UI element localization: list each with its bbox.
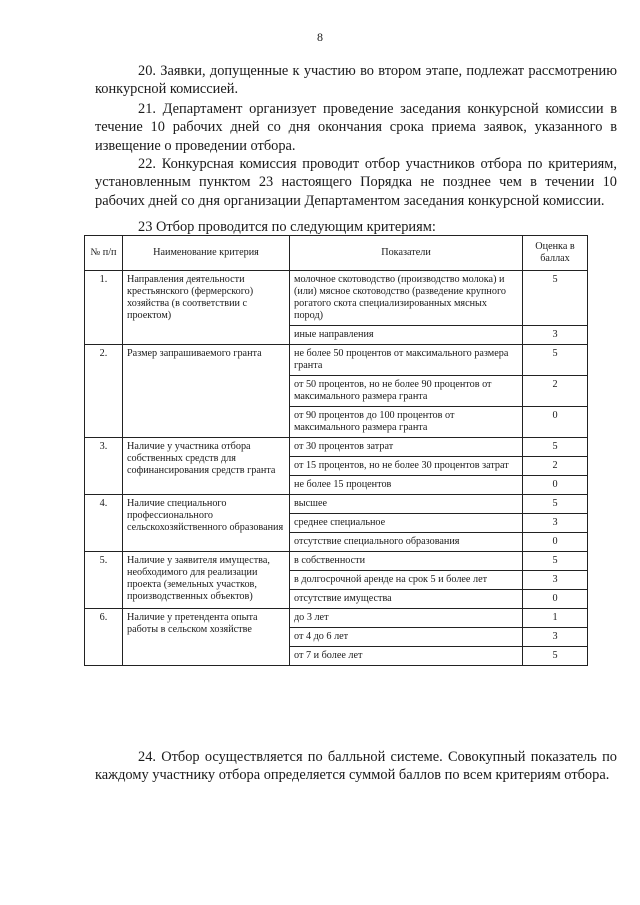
score-cell: 2 bbox=[523, 457, 588, 476]
header-criterion-name: Наименование критерия bbox=[123, 236, 290, 271]
paragraph-20: 20. Заявки, допущенные к участию во втором этапе, подлежат рассмотрению конкурсной комиссией. bbox=[95, 63, 617, 98]
indicator-cell: высшее bbox=[290, 495, 523, 514]
header-num: № п/п bbox=[85, 236, 123, 271]
score-cell: 0 bbox=[523, 590, 588, 609]
indicator-cell: не более 50 процентов от максимального размера гранта bbox=[290, 345, 523, 376]
indicator-cell: среднее специальное bbox=[290, 514, 523, 533]
criterion-name: Направления деятельности крестьянского (фермерского) хозяйства (в соответствии с проектом) bbox=[123, 271, 290, 345]
criterion-name: Размер запрашиваемого гранта bbox=[123, 345, 290, 438]
score-cell: 0 bbox=[523, 533, 588, 552]
indicator-cell: в собственности bbox=[290, 552, 523, 571]
score-cell: 0 bbox=[523, 407, 588, 438]
score-cell: 3 bbox=[523, 628, 588, 647]
indicator-cell: до 3 лет bbox=[290, 609, 523, 628]
indicator-cell: молочное скотоводство (производство молока) и (или) мясное скотоводство (разведение крупного рогатого скота специализированных мясных пород) bbox=[290, 271, 523, 326]
score-cell: 0 bbox=[523, 476, 588, 495]
indicator-cell: отсутствие имущества bbox=[290, 590, 523, 609]
criterion-number: 6. bbox=[85, 609, 123, 666]
table-row bbox=[85, 609, 588, 628]
table-row bbox=[85, 345, 588, 376]
score-cell: 3 bbox=[523, 514, 588, 533]
score-cell: 5 bbox=[523, 495, 588, 514]
indicator-cell: от 7 и более лет bbox=[290, 647, 523, 666]
score-cell: 3 bbox=[523, 326, 588, 345]
score-cell: 2 bbox=[523, 376, 588, 407]
indicator-cell: от 90 процентов до 100 процентов от максимального размера гранта bbox=[290, 407, 523, 438]
indicator-cell: от 30 процентов затрат bbox=[290, 438, 523, 457]
indicator-cell: иные направления bbox=[290, 326, 523, 345]
table-row bbox=[85, 552, 588, 571]
table-row bbox=[85, 271, 588, 326]
criterion-name: Наличие у претендента опыта работы в сельском хозяйстве bbox=[123, 609, 290, 666]
criterion-number: 1. bbox=[85, 271, 123, 345]
score-cell: 5 bbox=[523, 552, 588, 571]
table-header-row bbox=[85, 236, 588, 271]
indicator-cell: не более 15 процентов bbox=[290, 476, 523, 495]
criterion-name: Наличие у участника отбора собственных средств для софинансирования средств гранта bbox=[123, 438, 290, 495]
indicator-cell: в долгосрочной аренде на срок 5 и более лет bbox=[290, 571, 523, 590]
indicator-cell: отсутствие специального образования bbox=[290, 533, 523, 552]
paragraph-21: 21. Департамент организует проведение заседания конкурсной комиссии в течение 10 рабочих дней со дня окончания срока приема заявок, указанного в извещение о проведении отбора. bbox=[95, 101, 617, 154]
score-cell: 5 bbox=[523, 271, 588, 326]
indicator-cell: от 4 до 6 лет bbox=[290, 628, 523, 647]
indicator-cell: от 50 процентов, но не более 90 процентов от максимального размера гранта bbox=[290, 376, 523, 407]
criteria-table-body bbox=[85, 271, 588, 666]
criterion-number: 4. bbox=[85, 495, 123, 552]
criterion-number: 2. bbox=[85, 345, 123, 438]
table-row bbox=[85, 438, 588, 457]
indicator-cell: от 15 процентов, но не более 30 процентов затрат bbox=[290, 457, 523, 476]
criterion-name: Наличие у заявителя имущества, необходимого для реализации проекта (земельных участков, производственных объектов) bbox=[123, 552, 290, 609]
paragraph-22: 22. Конкурсная комиссия проводит отбор участников отбора по критериям, установленным пунктом 23 настоящего Порядка не позднее чем в течении 10 рабочих дней со дня организации Департаментом заседания конкурсной комиссии. bbox=[95, 156, 617, 209]
paragraph-23: 23 Отбор проводится по следующим критериям: bbox=[138, 219, 436, 235]
criteria-table bbox=[84, 235, 588, 666]
header-indicators: Показатели bbox=[290, 236, 523, 271]
page-number: 8 bbox=[317, 30, 323, 44]
criterion-name: Наличие специального профессионального сельскохозяйственного образования bbox=[123, 495, 290, 552]
header-score: Оценка в баллах bbox=[523, 236, 588, 271]
criterion-number: 3. bbox=[85, 438, 123, 495]
score-cell: 5 bbox=[523, 345, 588, 376]
score-cell: 5 bbox=[523, 647, 588, 666]
table-row bbox=[85, 495, 588, 514]
score-cell: 3 bbox=[523, 571, 588, 590]
paragraph-24: 24. Отбор осуществляется по балльной системе. Совокупный показатель по каждому участнику отбора определяется суммой баллов по всем критериям отбора. bbox=[95, 749, 617, 784]
score-cell: 5 bbox=[523, 438, 588, 457]
criterion-number: 5. bbox=[85, 552, 123, 609]
score-cell: 1 bbox=[523, 609, 588, 628]
